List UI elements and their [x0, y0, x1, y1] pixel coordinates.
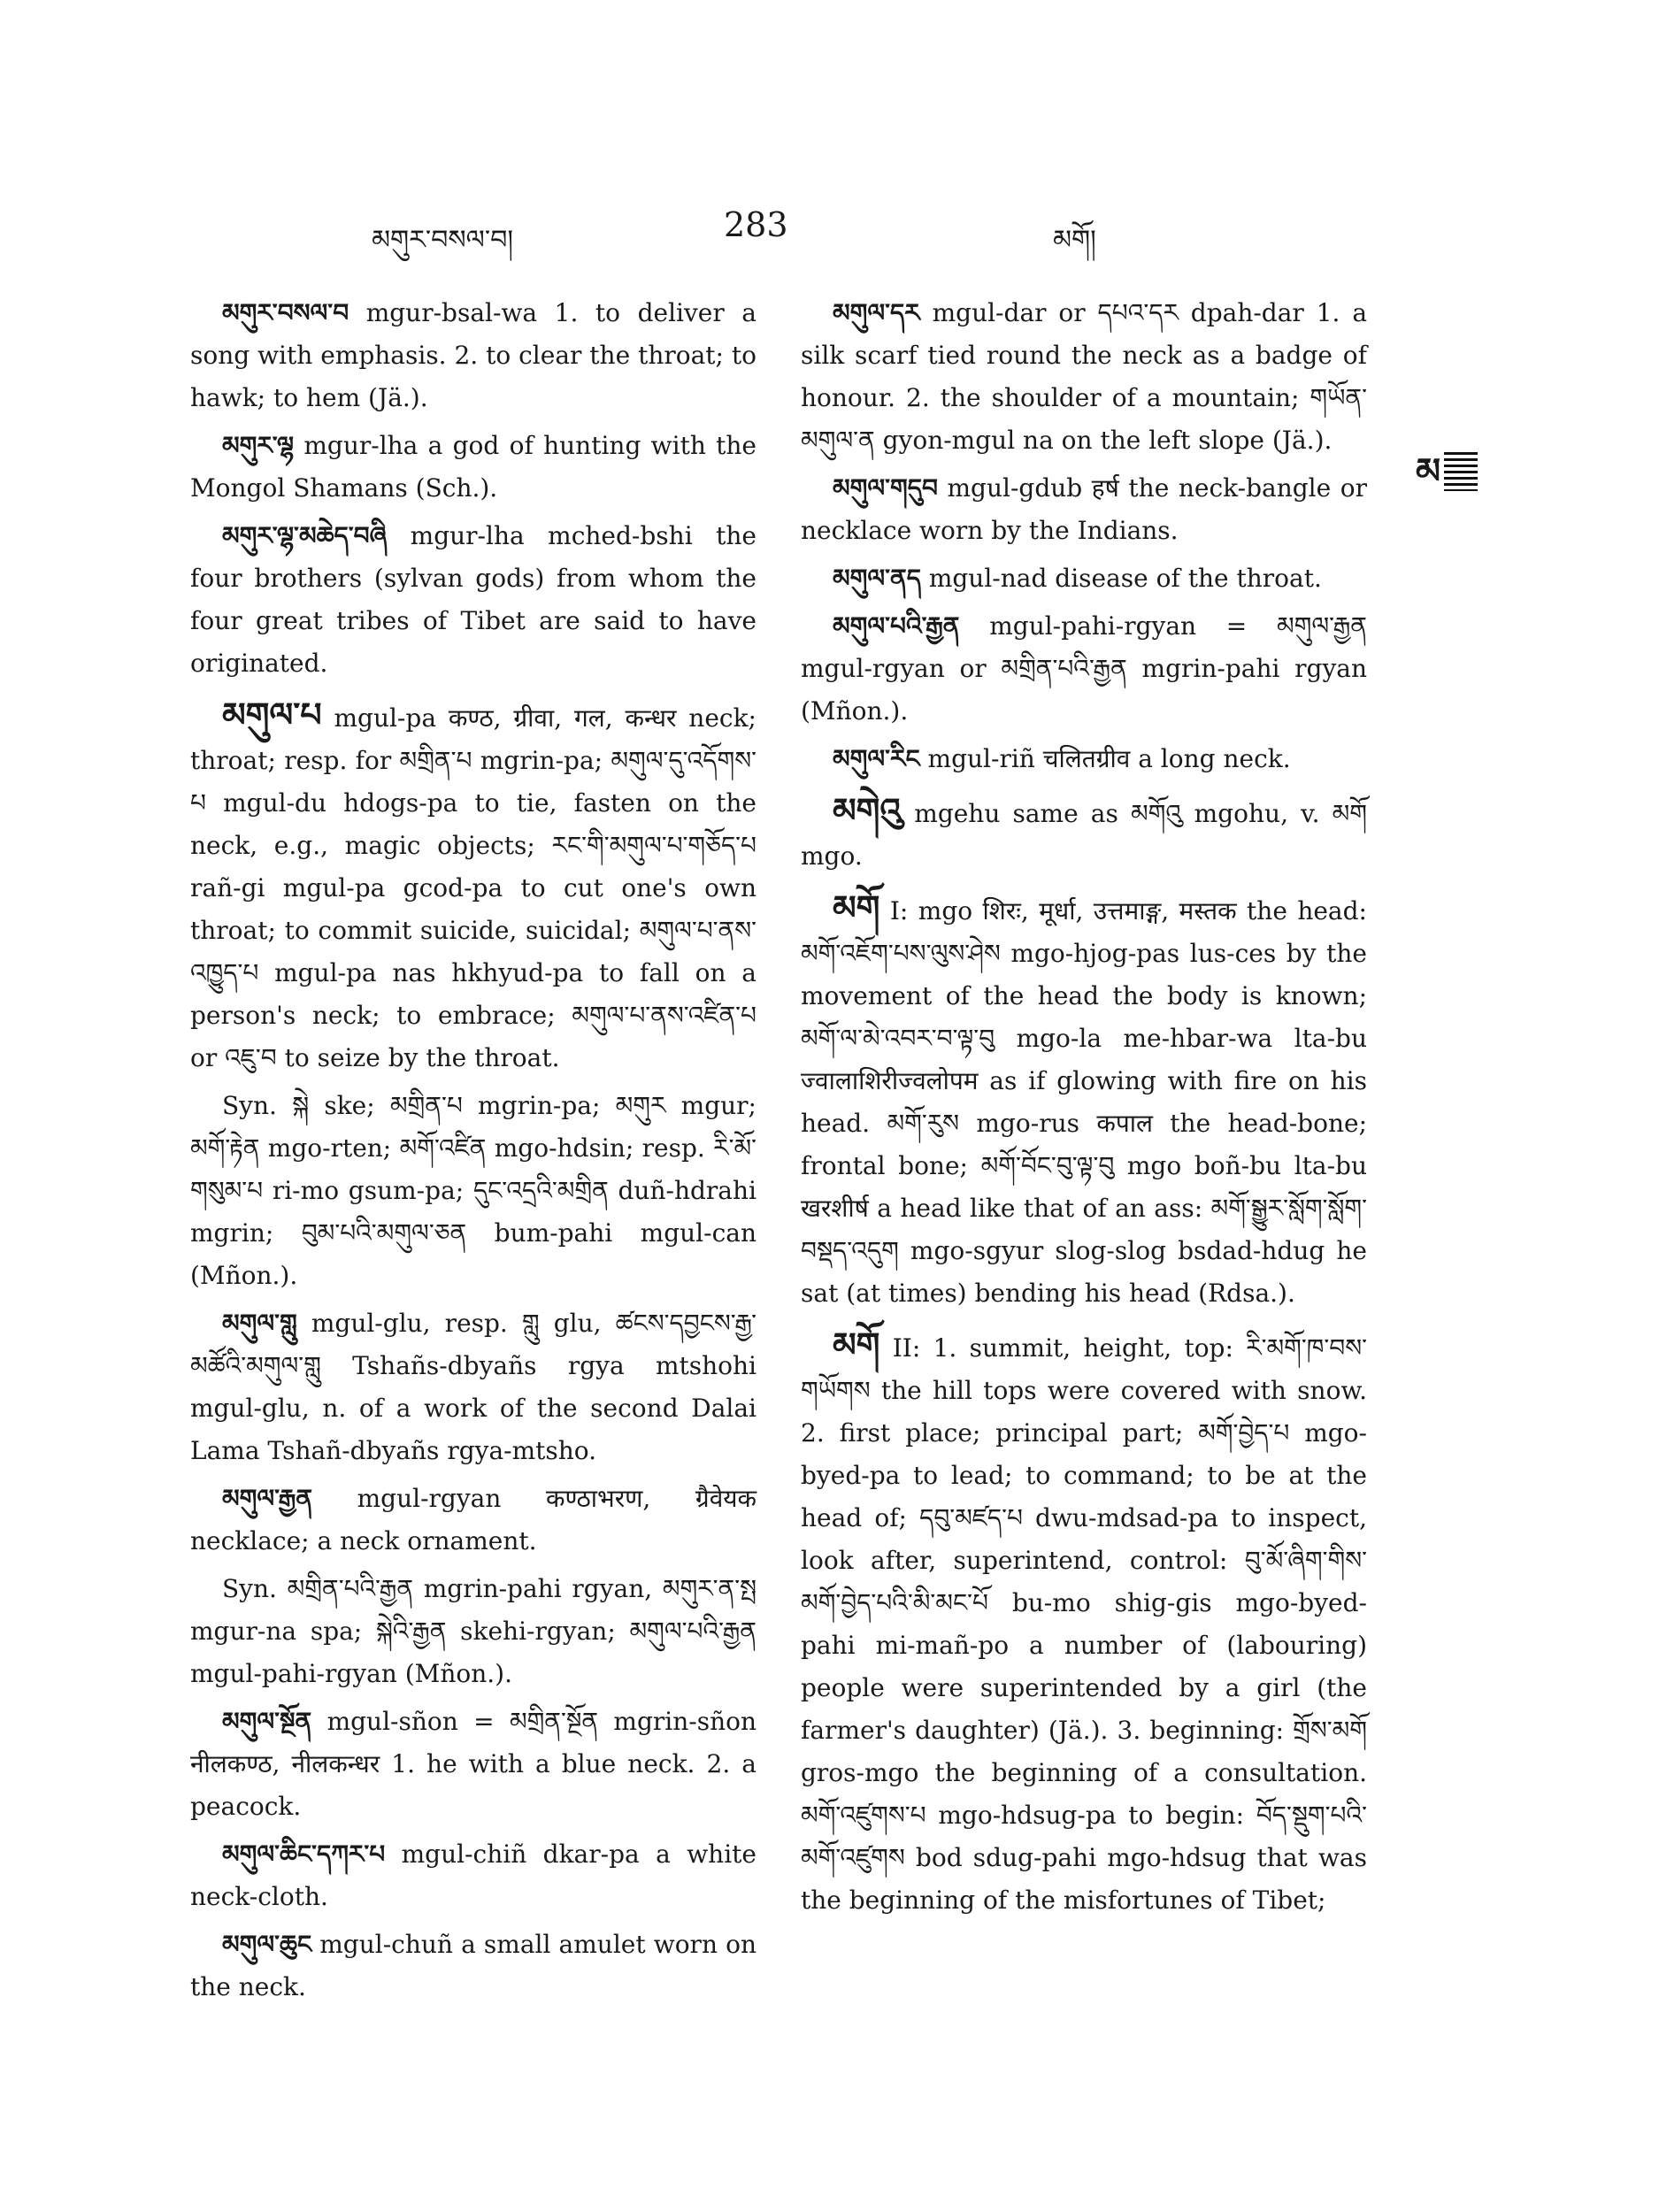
- entry-headword: མགུལ་གདུབ: [833, 473, 938, 503]
- dictionary-entry: [190, 292, 757, 419]
- entry-headword: མགུལ་ནད: [833, 564, 921, 593]
- entry-text: mgul-dar or དཔའ་དར dpah-dar 1. a silk scarf tied round the neck as a badge of honour. 2. the shoulder of a mountain; གཡོན་མགུལ་ན gyon-mgul na on the left slope (Jä.).: [801, 298, 1368, 455]
- entry-text: mgul-glu, resp. གླུ glu, ཚངས་དབྱངས་རྒྱ་མཚོའི་མགུལ་གླུ Tshañs-dbyañs rgya mtshohi mgul-glu, n. of a work of the second Dalai Lama Tshañ-dbyañs rgya-mtsho.: [190, 1309, 757, 1465]
- dictionary-entry: [801, 605, 1367, 733]
- dictionary-entry: [190, 1833, 757, 1918]
- entry-text: I: mgo शिरः, मूर्धा, उत्तमाङ्ग, मस्तक the head: མགོ་འཇོག་པས་ལུས་ཤེས mgo-hjog-pas lus-ces by the movement of the head the body is known; མགོ་ལ་མེ་འབར་བ་ལྟ་བུ mgo-la me-hbar-wa lta-bu ज्वालाशिरीज्वलोपम as if glowing with fire on his head. མགོ་རུས mgo-rus कपाल the head-bone; frontal bone; མགོ་བོང་བུ་ལྟ་བུ mgo boñ-bu lta-bu खरशीर्ष a head like that of an ass: མགོ་སྒྱུར་སློག་སློག་བསྡད་འདུག mgo-sgyur slog-slog bsdad-hdug he sat (at times) bending his head (Rdsa.).: [801, 896, 1367, 1308]
- entry-headword: མགུལ་དར: [833, 298, 920, 327]
- synonym-list: [190, 1568, 757, 1695]
- dictionary-entry: [801, 738, 1367, 780]
- dictionary-entry: [190, 1924, 757, 2008]
- right-column: [801, 292, 1367, 1927]
- thumb-index-tab: [1416, 447, 1495, 496]
- entry-headword: མགོ: [833, 1325, 880, 1364]
- synonym-list: [190, 1085, 757, 1297]
- entry-headword: མགུལ་པ: [222, 695, 322, 734]
- synonym-label: Syn.: [222, 1574, 277, 1603]
- entry-text: II: 1. summit, height, top: རི་མགོ་ཁ་བས་གཡོགས the hill tops were covered with snow. 2. first place; principal part; མགོ་བྱེད་པ mgo-byed-pa to lead; to command; to be at the head of; དབུ་མཛད་པ dwu-mdsad-pa to inspect, look after, superintend, control: བུ་མོ་ཞིག་གིས་མགོ་བྱེད་པའི་མི་མང་པོ bu-mo shig-gis mgo-byed-pahi mi-mañ-po a number of (labouring) people were superintended by a girl (the farmer's daughter) (Jä.). 3. beginning: གྲོས་མགོ gros-mgo the beginning of a consultation. མགོ་འཛུགས་པ mgo-hdsug-pa to begin: བོད་སྡུག་པའི་མགོ་འཛུགས bod sdug-pahi mgo-hdsug that was the beginning of the misfortunes of Tibet;: [801, 1333, 1367, 1915]
- entry-headword: མགུལ་རིང: [833, 744, 920, 773]
- dictionary-entry: [801, 789, 1367, 878]
- entry-text: mgehu same as མགོའུ mgohu, v. མགོ mgo.: [801, 799, 1367, 871]
- entry-text: mgur-bsal-wa 1. to deliver a song with emphasis. 2. to clear the throat; to hawk; to hem (Jä.).: [190, 298, 757, 412]
- thumb-index-letter: མ: [1416, 450, 1441, 492]
- dictionary-entry: [190, 1701, 757, 1828]
- entry-text: mgur-lha a god of hunting with the Mongol Shamans (Sch.).: [190, 431, 757, 503]
- entry-text: མགྲིན་པའི་རྒྱན mgrin-pahi rgyan, མགུར་ན་སྤ mgur-na spa; སྐེའི་རྒྱན skehi-rgyan; མགུལ་པའི་རྒྱན mgul-pahi-rgyan (Mñon.).: [190, 1574, 757, 1688]
- running-head-left: མགུར་བསལ་བ།: [372, 225, 514, 256]
- entry-text: mgur-lha mched-bshi the four brothers (sylvan gods) from whom the four great tribes of Tibet are said to have originated.: [190, 521, 757, 678]
- dictionary-entry: [190, 1478, 757, 1563]
- dictionary-entry: [190, 515, 757, 685]
- dictionary-entry: [801, 467, 1367, 552]
- page-header: [0, 205, 1659, 264]
- entry-text: mgul-chiñ dkar-pa a white neck-cloth.: [190, 1839, 757, 1911]
- entry-headword: མགོ: [833, 887, 880, 927]
- entry-headword: མགུལ་གླུ: [222, 1309, 297, 1338]
- entry-text: mgul-riñ चलितग्रीव a long neck.: [927, 744, 1291, 773]
- dictionary-entry: [190, 425, 757, 510]
- entry-headword: མགུར་ལྷ་མཆེད་བཞི: [222, 521, 388, 550]
- synonym-label: Syn.: [222, 1091, 277, 1120]
- entry-headword: མགུར་ལྷ: [222, 431, 295, 460]
- entry-text: mgul-pa कण्ठ, ग्रीवा, गल, कन्धर neck; throat; resp. for མགྲིན་པ mgrin-pa; མགུལ་དུ་འདོགས་པ mgul-du hdogs-pa to tie, fasten on the neck, e.g., magic objects; རང་གི་མགུལ་པ་གཅོད་པ rañ-gi mgul-pa gcod-pa to cut one's own throat; to commit suicide, suicidal; མགུལ་པ་ནས་འཁྱུད་པ mgul-pa nas hkhyud-pa to fall on a person's neck; to embrace; མགུལ་པ་ནས་འཛིན་པ or འཇུ་བ to seize by the throat.: [190, 703, 757, 1072]
- page-number: 283: [724, 205, 788, 244]
- thumb-index-rule-lines: [1444, 452, 1478, 491]
- dictionary-entry: [801, 557, 1367, 600]
- entry-text: mgul-pahi-rgyan = མགུལ་རྒྱན mgul-rgyan or མགྲིན་པའི་རྒྱན mgrin-pahi rgyan (Mñon.).: [801, 611, 1367, 726]
- dictionary-entry: [801, 1324, 1367, 1922]
- entry-text: mgul-gdub हर्ष the neck-bangle or necklace worn by the Indians.: [801, 473, 1367, 545]
- entry-headword: མགུལ་སྔོན: [222, 1707, 312, 1736]
- dictionary-entry: [801, 292, 1367, 462]
- entry-headword: མགུལ་ཆིང་དཀར་པ: [222, 1839, 386, 1869]
- dictionary-entry: [801, 887, 1367, 1315]
- entry-headword: མགུལ་རྒྱན: [222, 1484, 313, 1513]
- dictionary-entry: [190, 694, 757, 1079]
- entry-text: mgul-sñon = མགྲིན་སྔོན mgrin-sñon नीलकण्ठ, नीलकन्धर 1. he with a blue neck. 2. a peacock.: [190, 1707, 757, 1821]
- entry-text: སྐེ ske; མགྲིན་པ mgrin-pa; མགུར mgur; མགོ་རྟེན mgo-rten; མགོ་འཛིན mgo-hdsin; resp. རི་མོ་གསུམ་པ ri-mo gsum-pa; དུང་འདྲའི་མགྲིན duñ-hdrahi mgrin; བུམ་པའི་མགུལ་ཅན bum-pahi mgul-can (Mñon.).: [190, 1091, 757, 1290]
- left-column: [190, 292, 757, 2014]
- entry-headword: མགུལ་ཆུང: [222, 1930, 312, 1959]
- entry-headword: མགུལ་པའི་རྒྱན: [833, 611, 960, 641]
- dictionary-entry: [190, 1302, 757, 1472]
- entry-headword: མགེའུ: [833, 790, 902, 830]
- entry-text: mgul-rgyan कण्ठाभरण, ग्रैवेयक necklace; a neck ornament.: [190, 1484, 757, 1555]
- entry-text: mgul-nad disease of the throat.: [928, 564, 1322, 593]
- entry-text: mgul-chuñ a small amulet worn on the neck.: [190, 1930, 757, 2001]
- running-head-right: མགོ།: [1053, 225, 1096, 256]
- entry-headword: མགུར་བསལ་བ: [222, 298, 349, 327]
